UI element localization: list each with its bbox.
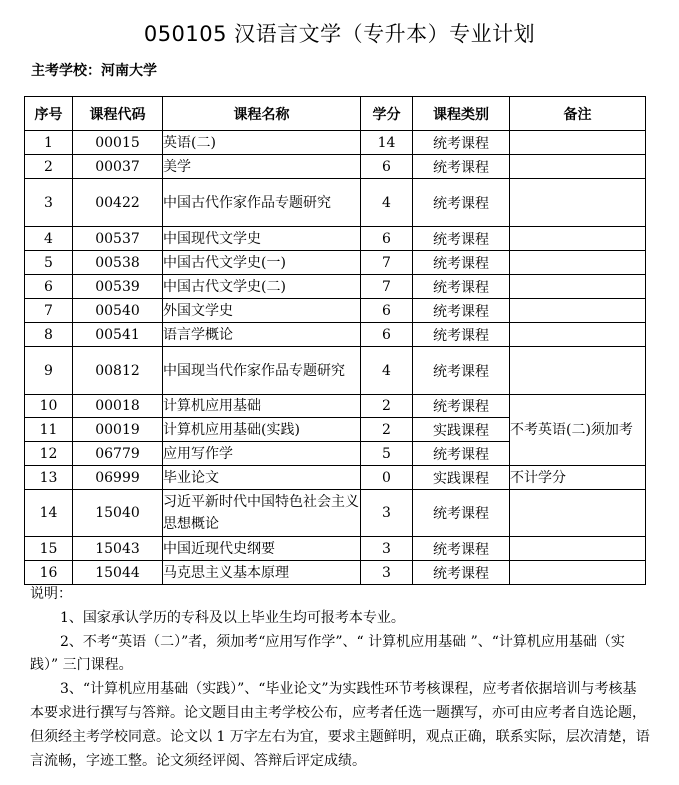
cell-code: 06999 bbox=[73, 466, 163, 490]
cell-name: 英语(二) bbox=[163, 131, 361, 155]
cell-note bbox=[510, 131, 646, 155]
header-name: 课程名称 bbox=[163, 97, 361, 131]
cell-code: 00019 bbox=[73, 418, 163, 442]
table-row bbox=[25, 466, 646, 490]
table-row bbox=[25, 251, 646, 275]
explanation-item-1: 1、国家承认学历的专科及以上毕业生均可报考本专业。 bbox=[60, 609, 405, 626]
cell-credit: 2 bbox=[361, 418, 413, 442]
cell-note bbox=[510, 347, 646, 395]
cell-no: 5 bbox=[25, 251, 73, 275]
cell-name: 中国现当代作家作品专题研究 bbox=[163, 347, 361, 395]
cell-type: 统考课程 bbox=[413, 442, 510, 466]
cell-no: 7 bbox=[25, 299, 73, 323]
cell-no: 1 bbox=[25, 131, 73, 155]
table-row bbox=[25, 275, 646, 299]
cell-name: 中国古代文学史(一) bbox=[163, 251, 361, 275]
cell-no: 9 bbox=[25, 347, 73, 395]
cell-no: 10 bbox=[25, 395, 73, 418]
cell-name: 中国近现代史纲要 bbox=[163, 537, 361, 561]
cell-credit: 14 bbox=[361, 131, 413, 155]
cell-no: 16 bbox=[25, 561, 73, 585]
cell-credit: 6 bbox=[361, 323, 413, 347]
cell-no: 11 bbox=[25, 418, 73, 442]
cell-type: 统考课程 bbox=[413, 299, 510, 323]
cell-type: 实践课程 bbox=[413, 466, 510, 490]
cell-type: 统考课程 bbox=[413, 251, 510, 275]
table-row bbox=[25, 561, 646, 585]
explanation-section bbox=[30, 583, 650, 773]
cell-code: 00018 bbox=[73, 395, 163, 418]
cell-note bbox=[510, 490, 646, 537]
cell-credit: 3 bbox=[361, 561, 413, 585]
cell-no: 12 bbox=[25, 442, 73, 466]
cell-type: 统考课程 bbox=[413, 155, 510, 179]
cell-note: 不计学分 bbox=[510, 466, 646, 490]
cell-name: 计算机应用基础(实践) bbox=[163, 418, 361, 442]
cell-credit: 3 bbox=[361, 537, 413, 561]
cell-credit: 7 bbox=[361, 275, 413, 299]
cell-type: 统考课程 bbox=[413, 227, 510, 251]
cell-no: 8 bbox=[25, 323, 73, 347]
cell-name: 美学 bbox=[163, 155, 361, 179]
cell-name: 毕业论文 bbox=[163, 466, 361, 490]
cell-type: 统考课程 bbox=[413, 395, 510, 418]
cell-credit: 6 bbox=[361, 155, 413, 179]
cell-credit: 6 bbox=[361, 299, 413, 323]
cell-type: 统考课程 bbox=[413, 131, 510, 155]
table-row bbox=[25, 395, 646, 418]
cell-credit: 5 bbox=[361, 442, 413, 466]
cell-credit: 4 bbox=[361, 179, 413, 227]
cell-credit: 7 bbox=[361, 251, 413, 275]
cell-code: 06779 bbox=[73, 442, 163, 466]
table-row bbox=[25, 537, 646, 561]
cell-code: 00537 bbox=[73, 227, 163, 251]
cell-note bbox=[510, 155, 646, 179]
cell-code: 15040 bbox=[73, 490, 163, 537]
cell-type: 统考课程 bbox=[413, 561, 510, 585]
explanation-item-2: 2、不考“英语（二）”者，须加考“应用写作学”、“ 计算机应用基础 ”、“计算机应用基础（实践）” 三门课程。 bbox=[30, 633, 625, 674]
table-row bbox=[25, 490, 646, 537]
header-note: 备注 bbox=[510, 97, 646, 131]
cell-name: 习近平新时代中国特色社会主义思想概论 bbox=[163, 490, 361, 537]
cell-type: 统考课程 bbox=[413, 537, 510, 561]
cell-name: 应用写作学 bbox=[163, 442, 361, 466]
cell-name: 中国现代文学史 bbox=[163, 227, 361, 251]
cell-note bbox=[510, 251, 646, 275]
cell-type: 统考课程 bbox=[413, 179, 510, 227]
cell-name: 语言学概论 bbox=[163, 323, 361, 347]
cell-name: 马克思主义基本原理 bbox=[163, 561, 361, 585]
cell-no: 4 bbox=[25, 227, 73, 251]
cell-no: 3 bbox=[25, 179, 73, 227]
table-row bbox=[25, 179, 646, 227]
cell-credit: 0 bbox=[361, 466, 413, 490]
cell-code: 00812 bbox=[73, 347, 163, 395]
cell-note bbox=[510, 299, 646, 323]
cell-code: 15043 bbox=[73, 537, 163, 561]
cell-code: 00422 bbox=[73, 179, 163, 227]
table-row bbox=[25, 131, 646, 155]
cell-note bbox=[510, 275, 646, 299]
cell-code: 00541 bbox=[73, 323, 163, 347]
cell-credit: 2 bbox=[361, 395, 413, 418]
cell-no: 2 bbox=[25, 155, 73, 179]
cell-type: 实践课程 bbox=[413, 418, 510, 442]
table-row bbox=[25, 227, 646, 251]
course-plan-table bbox=[24, 96, 646, 585]
explanation-item-3: 3、“计算机应用基础（实践）”、“毕业论文”为实践性环节考核课程，应考者依据培训与考核基本要求进行撰写与答辩。论文题目由主考学校公布，应考者任选一题撰写，亦可由应考者自选论题，但须经主考学校同意。论文以 1 万字左右为宜，要求主题鲜明，观点正确，联系实际，层次清楚，语言流畅，字迹工整。论文须经评阅、答辩后评定成绩。 bbox=[30, 681, 650, 769]
cell-type: 统考课程 bbox=[413, 275, 510, 299]
cell-name: 计算机应用基础 bbox=[163, 395, 361, 418]
cell-name: 外国文学史 bbox=[163, 299, 361, 323]
cell-credit: 3 bbox=[361, 490, 413, 537]
header-code: 课程代码 bbox=[73, 97, 163, 131]
cell-code: 00538 bbox=[73, 251, 163, 275]
table-header-row bbox=[25, 97, 646, 131]
cell-code: 00539 bbox=[73, 275, 163, 299]
cell-type: 统考课程 bbox=[413, 323, 510, 347]
cell-note bbox=[510, 537, 646, 561]
host-school: 主考学校：河南大学 bbox=[31, 63, 157, 79]
cell-note bbox=[510, 323, 646, 347]
table-row bbox=[25, 323, 646, 347]
cell-no: 14 bbox=[25, 490, 73, 537]
cell-credit: 4 bbox=[361, 347, 413, 395]
explanation-heading: 说明： bbox=[30, 586, 72, 602]
cell-no: 15 bbox=[25, 537, 73, 561]
page-title: 050105 汉语言文学（专升本）专业计划 bbox=[143, 22, 536, 46]
cell-no: 13 bbox=[25, 466, 73, 490]
cell-name: 中国古代作家作品专题研究 bbox=[163, 179, 361, 227]
cell-code: 00540 bbox=[73, 299, 163, 323]
cell-code: 00037 bbox=[73, 155, 163, 179]
cell-type: 统考课程 bbox=[413, 347, 510, 395]
header-credit: 学分 bbox=[361, 97, 413, 131]
table-row bbox=[25, 347, 646, 395]
cell-note bbox=[510, 179, 646, 227]
header-no: 序号 bbox=[25, 97, 73, 131]
table-row bbox=[25, 299, 646, 323]
cell-no: 6 bbox=[25, 275, 73, 299]
cell-name: 中国古代文学史(二) bbox=[163, 275, 361, 299]
header-type: 课程类别 bbox=[413, 97, 510, 131]
cell-code: 15044 bbox=[73, 561, 163, 585]
cell-credit: 6 bbox=[361, 227, 413, 251]
cell-code: 00015 bbox=[73, 131, 163, 155]
cell-note bbox=[510, 227, 646, 251]
cell-note bbox=[510, 561, 646, 585]
cell-type: 统考课程 bbox=[413, 490, 510, 537]
table-row bbox=[25, 155, 646, 179]
cell-note-merged: 不考英语(二)须加考 bbox=[510, 395, 646, 466]
